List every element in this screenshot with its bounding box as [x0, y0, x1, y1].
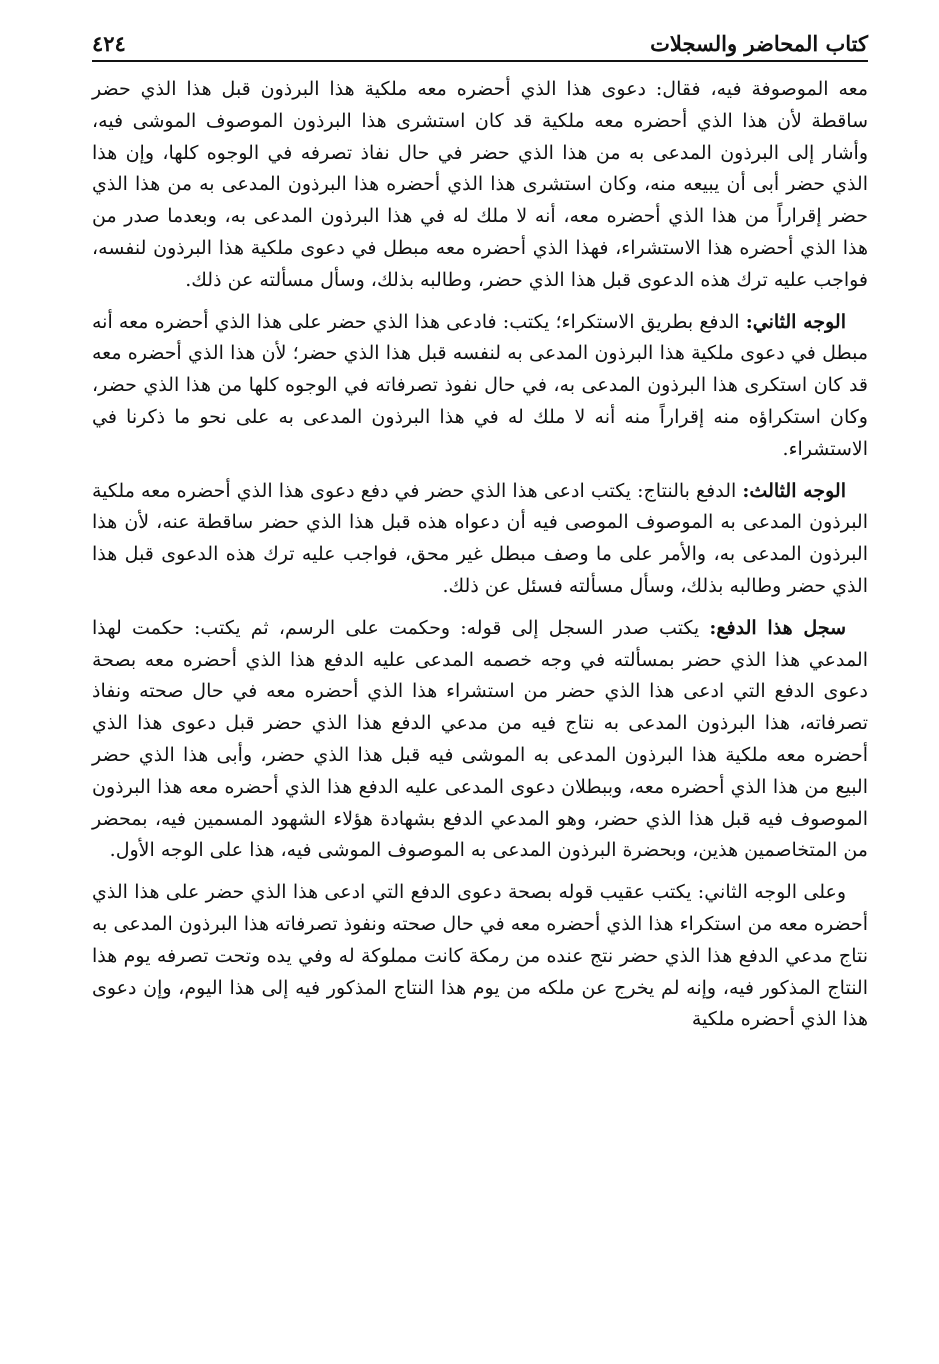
paragraph	[92, 877, 868, 1036]
paragraph-text: الدفع بطريق الاستكراء؛ يكتب: فادعى هذا الذي حضر على هذا الذي أحضره معه أنه مبطل في دعوى ملكية هذا البرذون المدعى به لنفسه قبل هذا الذي حضر؛ لأن هذا الذي أحضره معه قد كان استكرى هذا البرذون المدعى به، في حال نفوذ تصرفاته في الوجوه كلها من هذا الذي حضر، وكان استكراؤه منه إقراراً منه أنه لا ملك له في هذا البرذون المدعى به على نحو ما ذكرنا في الاستشراء.	[92, 310, 868, 460]
page-number: ٤٢٤	[92, 31, 126, 56]
paragraph	[92, 74, 868, 297]
paragraph-text: الدفع بالنتاج: يكتب ادعى هذا الذي حضر في دفع دعوى هذا الذي أحضره معه ملكية البرذون المدعى به الموصوف الموصى فيه أن دعواه هذه قبل هذا الذي حضر ساقطة عنه، لأن هذا البرذون المدعى به، والأمر على ما وصف مبطل غير محق، فواجب عليه ترك هذه الدعوى قبل هذا الذي حضر وطالبه بذلك، وسأل مسألته فسئل عن ذلك.	[92, 479, 868, 597]
paragraph-text: معه الموصوفة فيه، فقال: دعوى هذا الذي أحضره معه ملكية هذا البرذون قبل هذا الذي حضر ساقطة لأن هذا الذي أحضره معه ملكية قد كان استشرى هذا البرذون الموصوف الموشى فيه، وأشار إلى البرذون المدعى به من هذا الذي حضر في حال نفاذ تصرفه في الوجوه كلها، وإن هذا الذي حضر أبى أن يبيعه منه، وكان استشرى هذا الذي أحضره هذا البرذون المدعى به من هذا الذي حضر إقراراً من هذا الذي أحضره معه، أنه لا ملك له في هذا البرذون المدعى به، وبعدما صدر من هذا الذي أحضره هذا الاستشراء، فهذا الذي أحضره معه مبطل في دعوى ملكية هذا البرذون لنفسه، فواجب عليه ترك هذه الدعوى قبل هذا الذي حضر، وطالبه بذلك، وسأل مسألته عن ذلك.	[92, 78, 868, 291]
paragraph-text: وعلى الوجه الثاني: يكتب عقيب قوله بصحة دعوى الدفع التي ادعى هذا الذي حضر على هذا الذي أحضره معه من استكراء هذا الذي أحضره معه في حال صحته ونفوذ تصرفاته هذا البرذون المدعى به نتاج مدعي الدفع هذا الذي حضر نتج عنده من رمكة كانت مملوكة له وفي يده وتحت تصرفه يوم هذا النتاج المذكور فيه، وإنه لم يخرج عن ملكه من يوم هذا النتاج المذكور فيه إلى هذا اليوم، وإن دعوى هذا الذي أحضره ملكية	[92, 881, 868, 1031]
paragraph-text: يكتب صدر السجل إلى قوله: وحكمت على الرسم، ثم يكتب: حكمت لهذا المدعي هذا الذي حضر بمسألته في وجه خصمه المدعى عليه الدفع هذا الذي أحضره معه بصحة دعوى الدفع التي ادعى هذا الذي حضر من استشراء هذا الذي أحضره معه في حال صحته ونفاذ تصرفاته، هذا البرذون المدعى به نتاج فيه من مدعي الدفع هذا الذي حضر قبل دعوى هذا الذي أحضره معه ملكية هذا البرذون المدعى به الموشى فيه قبل هذا الذي حضر، وأبى هذا الذي حضر البيع من هذا الذي أحضره معه، وببطلان دعوى المدعى عليه الدفع هذا الذي أحضره معه هذا البرذون الموصوف فيه قبل هذا الذي حضر، وهو المدعي الدفع بشهادة هؤلاء الشهود المسمين فيه، بمحضر من المتخاصمين هذين، وبحضرة البرذون المدعى به الموصوف الموشى فيه، هذا على الوجه الأول.	[92, 616, 868, 862]
book-title: كتاب المحاضر والسجلات	[650, 31, 868, 56]
running-header	[92, 22, 868, 62]
section-label: الوجه الثاني:	[745, 310, 846, 333]
section-label: الوجه الثالث:	[742, 479, 846, 502]
paragraph	[92, 476, 868, 603]
book-page	[92, 22, 868, 1342]
paragraph	[92, 307, 868, 466]
paragraph	[92, 613, 868, 867]
section-label: سجل هذا الدفع:	[709, 616, 847, 639]
page-body	[92, 74, 868, 1036]
